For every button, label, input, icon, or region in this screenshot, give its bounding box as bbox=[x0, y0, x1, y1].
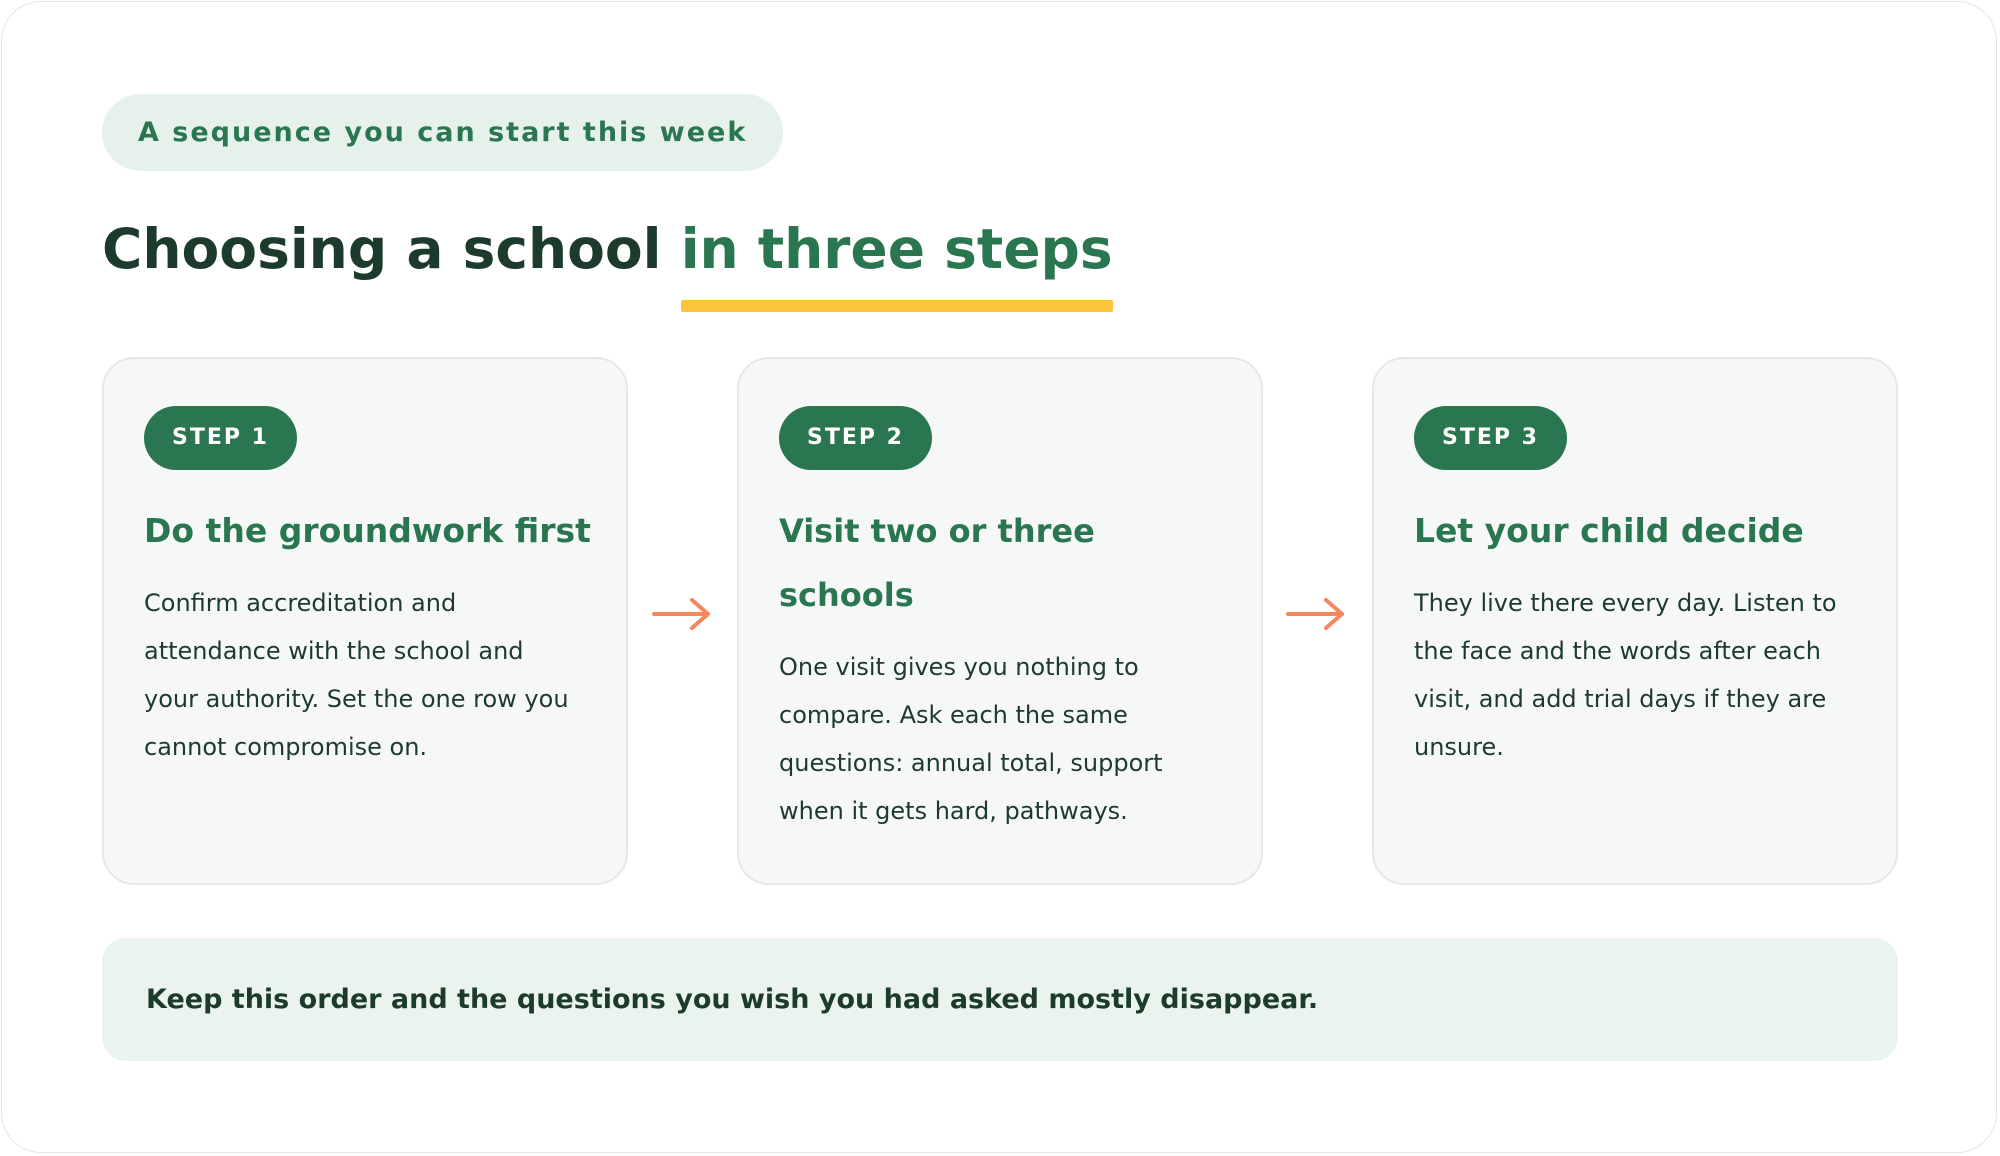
arrow-right-icon bbox=[1284, 594, 1348, 634]
eyebrow-pill: A sequence you can start this week bbox=[102, 94, 783, 171]
summary-note: Keep this order and the questions you wish you had asked mostly disappear. bbox=[102, 938, 1898, 1061]
step-card-1 bbox=[102, 357, 628, 885]
title-underline bbox=[681, 300, 1113, 312]
step-description: They live there every day. Listen to the face and the words after each visit, and add trial days if they are unsure. bbox=[1414, 589, 1837, 761]
step-badge: STEP 3 bbox=[1414, 406, 1567, 470]
step-badge: STEP 1 bbox=[144, 406, 297, 470]
page-title bbox=[102, 210, 1113, 288]
step-card-3 bbox=[1372, 357, 1898, 885]
step-title: Do the groundwork first bbox=[144, 511, 591, 550]
title-lead: Choosing a school bbox=[102, 217, 662, 281]
step-description: One visit gives you nothing to compare. Ask each the same questions: annual total, support when it gets hard, pathways. bbox=[779, 653, 1163, 825]
step-badge: STEP 2 bbox=[779, 406, 932, 470]
step-card-2 bbox=[737, 357, 1263, 885]
title-highlight bbox=[681, 210, 1113, 288]
step-description: Confirm accreditation and attendance with the school and your authority. Set the one row you cannot compromise on. bbox=[144, 589, 569, 761]
step-title: Visit two or three schools bbox=[779, 512, 1095, 614]
step-title: Let your child decide bbox=[1414, 511, 1804, 550]
title-highlight-text: in three steps bbox=[680, 217, 1113, 281]
arrow-right-icon bbox=[650, 594, 714, 634]
